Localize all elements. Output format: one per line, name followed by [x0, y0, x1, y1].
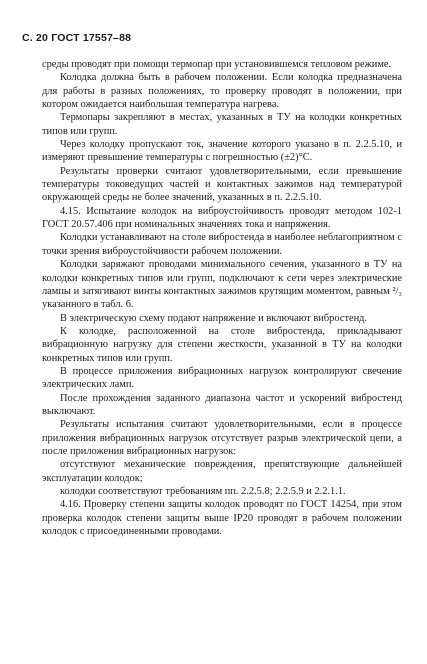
body-text [42, 58, 402, 538]
paragraph: колодки соответствуют требованиям пп. 2.2.5.8; 2.2.5.9 и 2.2.1.1. [60, 486, 346, 497]
paragraph: Через колодку пропускают ток, значение которого указано в п. 2.2.5.10, и измеряют превышение температуры с погрешностью (±2)°С. [42, 139, 402, 164]
paragraph: К колодке, расположенной на столе вибростенда, прикладывают вибрационную нагрузку для степени жесткости, указанной в ТУ на колодки конкретных типов или групп. [42, 325, 402, 364]
paragraph: Колодки устанавливают на столе вибростенда в наиболее неблагоприятном с точки зрения виброустойчивости рабочем положении. [42, 232, 402, 257]
paragraph: Результаты испытания считают удовлетворительными, если в процессе приложения вибрационных нагрузок отсутствует разрыв электрической цепи, а после приложения вибрационных нагрузок: [42, 419, 402, 457]
paragraph: В электрическую схему подают напряжение и включают вибростенд. [60, 312, 368, 324]
paragraph: Результаты проверки считают удовлетворительными, если превышение температуры токоведущих частей и контактных зажимов над температурой окружающей среды не более значений, указанных в п. 2.2.5.10. [42, 165, 402, 204]
paragraph: Термопары закрепляют в местах, указанных в ТУ на колодки конкретных типов или групп. [42, 112, 402, 137]
paragraph: В процессе приложения вибрационных нагрузок контролируют свечение электрических ламп. [42, 365, 402, 391]
page-header: С. 20 ГОСТ 17557–88 [22, 32, 132, 44]
paragraph: Колодки заряжают проводами минимального сечения, указанного в ТУ на колодки конкретных типов или групп, подключают к сети через электрические лампы и затягивают винты контактных зажимов крутящим моментом, равным ²/₃ указанного в табл. 6. [42, 259, 402, 311]
paragraph: 4.15. Испытание колодок на виброустойчивость проводят методом 102-1 ГОСТ 20.57.406 при номинальных значениях тока и напряжения. [42, 205, 402, 231]
paragraph: Колодка должна быть в рабочем положении. Если колодка предназначена для работы в разных положениях, то проверку проводят в положении, при котором ожидается наибольшая температура нагрева. [42, 72, 402, 111]
paragraph: После прохождения заданного диапазона частот и ускорений вибростенд выключают. [42, 392, 402, 417]
paragraph: среды проводят при помощи термопар при установившемся тепловом режиме. [42, 59, 392, 70]
paragraph: отсутствуют механические повреждения, препятствующие дальнейшей эксплуатации колодок; [42, 459, 402, 484]
paragraph: 4.16. Проверку степени защиты колодок проводят по ГОСТ 14254, при этом проверка колодок степени защиты выше IP20 проводят в рабочем положении колодок с присоединенными проводами. [42, 499, 402, 538]
